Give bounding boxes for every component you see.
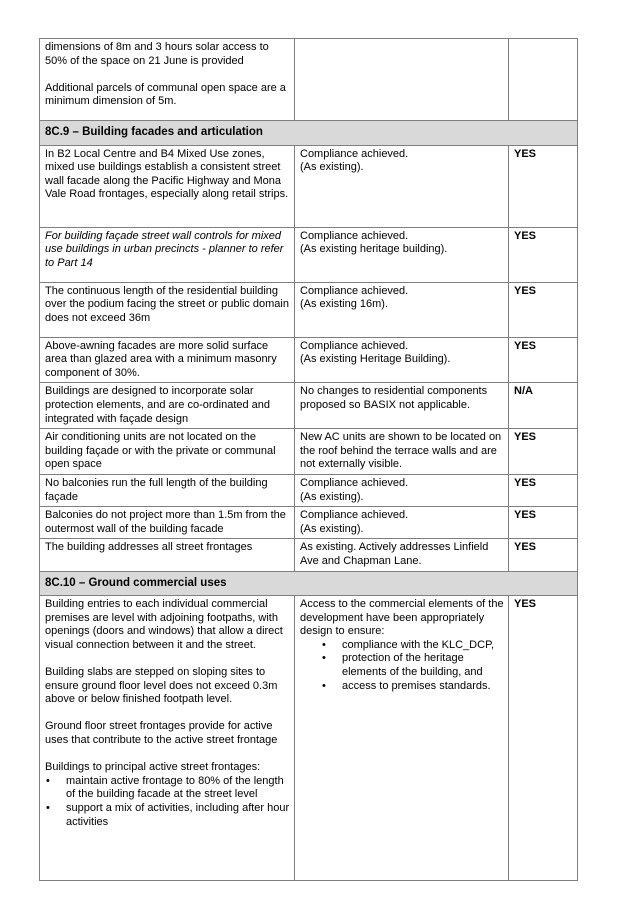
table-row [40,145,578,227]
comment-cell [295,39,509,121]
comment-cell [295,507,509,539]
result-cell: YES [509,337,578,383]
comment-text: (As existing). [300,161,364,174]
comment-cell [295,474,509,506]
table-row [40,539,578,571]
list-item: • compliance with the KLC_DCP, [322,639,504,653]
section-heading: 8C.9 – Building facades and articulation [40,121,578,146]
comment-text: Compliance achieved. [300,509,409,522]
requirement-cell: Balconies do not project more than 1.5m from the outermost wall of the building facade [40,507,295,539]
comment-text: Compliance achieved. [300,229,409,242]
result-cell: N/A [509,383,578,429]
list-item: • protection of the heritage elements of the building, and [322,652,504,679]
bullet-list [322,639,504,693]
comment-text: Compliance achieved. [300,476,409,489]
table-row [40,282,578,337]
result-cell: YES [509,227,578,282]
comment-text: (As existing Heritage Building). [300,353,451,366]
table-row [40,227,578,282]
comment-cell [295,227,509,282]
requirement-cell: For building façade street wall controls for mixed use buildings in urban precincts - planner to refer to Part 14 [40,227,295,282]
comment-text: (As existing 16m). [300,298,389,311]
requirement-cell: In B2 Local Centre and B4 Mixed Use zones, mixed use buildings establish a consistent street wall facade along the Pacific Highway and Mona Vale Road frontages, especially along retail strips. [40,145,295,227]
table-row [40,337,578,383]
list-item: • support a mix of activities, including after hour activities [45,802,290,829]
comment-text: Access to the commercial elements of the development have been appropriately design to ensure: [300,598,504,638]
result-cell: YES [509,539,578,571]
table-row [40,596,578,881]
comment-text: Compliance achieved. [300,339,409,352]
requirement-cell [40,39,295,121]
table-row [40,474,578,506]
comment-cell [295,596,509,881]
list-item: • access to premises standards. [322,680,504,694]
section-header-row [40,571,578,596]
comment-cell: No changes to residential components proposed so BASIX not applicable. [295,383,509,429]
requirement-cell: The building addresses all street frontages [40,539,295,571]
requirement-cell [40,596,295,881]
requirement-cell: Above-awning facades are more solid surface area than glazed area with a minimum masonry component of 30%. [40,337,295,383]
comment-text: Compliance achieved. [300,147,409,160]
result-cell: YES [509,474,578,506]
requirement-text: dimensions of 8m and 3 hours solar access to 50% of the space on 21 June is provided [45,41,269,67]
list-item: • maintain active frontage to 80% of the length of the building facade at the street level [45,775,290,802]
comment-cell [295,337,509,383]
section-heading: 8C.10 – Ground commercial uses [40,571,578,596]
compliance-table [39,38,578,881]
comment-text: (As existing). [300,522,364,535]
requirement-text: Buildings to principal active street frontages: [45,761,261,774]
table-row [40,39,578,121]
comment-cell [295,282,509,337]
requirement-text: Building slabs are stepped on sloping sites to ensure ground floor level does not exceed 0.3m above or below finished footpath level. [45,666,278,706]
comment-cell [295,145,509,227]
comment-text: Compliance achieved. [300,284,409,297]
requirement-cell: No balconies run the full length of the building façade [40,474,295,506]
result-cell [509,39,578,121]
comment-cell: New AC units are shown to be located on the roof behind the terrace walls and are not externally visible. [295,429,509,475]
table-row [40,429,578,475]
table-row [40,383,578,429]
requirement-text: Building entries to each individual commercial premises are level with adjoining footpaths, with openings (doors and windows) that allow a direct visual connection between it and the street. [45,598,283,651]
section-header-row [40,121,578,146]
result-cell: YES [509,282,578,337]
requirement-cell: Air conditioning units are not located on the building façade or with the private or communal open space [40,429,295,475]
result-cell: YES [509,145,578,227]
result-cell: YES [509,596,578,881]
requirement-cell: The continuous length of the residential building over the podium facing the street or public domain does not exceed 36m [40,282,295,337]
bullet-list [45,775,290,829]
table-row [40,507,578,539]
result-cell: YES [509,429,578,475]
comment-text: (As existing heritage building). [300,243,448,256]
requirement-text: Ground floor street frontages provide for active uses that contribute to the active street frontage [45,720,278,747]
comment-cell: As existing. Actively addresses Linfield Ave and Chapman Lane. [295,539,509,571]
requirement-text: Additional parcels of communal open space are a minimum dimension of 5m. [45,81,286,108]
result-cell: YES [509,507,578,539]
requirement-cell: Buildings are designed to incorporate solar protection elements, and are co-ordinated and integrated with façade design [40,383,295,429]
comment-text: (As existing). [300,490,364,503]
